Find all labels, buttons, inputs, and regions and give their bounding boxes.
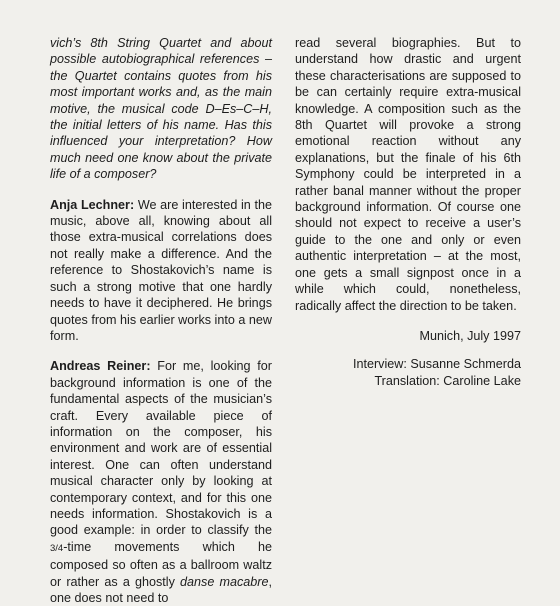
answer-text: We are interested in the music, above all, knowing about all those extra-musical correlations does not really make a difference. And the reference to Shostakovich’s name is such a strong motive that one hardly needs to have it deciphered. He brings quotes from his earlier works into a new form.: [50, 197, 272, 343]
right-column: [295, 35, 521, 389]
speaker-name: Andreas Reiner:: [50, 359, 151, 374]
italic-phrase: danse macabre: [180, 574, 269, 589]
answer-andreas-reiner: [50, 358, 272, 606]
answer-anja-lechner: [50, 197, 272, 345]
interview-credit: Interview: Susanne Schmerda: [352, 357, 521, 372]
interview-question: vich’s 8th String Quartet and about possible autobiographical references – the Quartet contains quotes from his most important works and, as the main motive, the musical code D–Es–C–H, the initial letters of his name. Has this influenced your interpretation? How much need one know about the private life of a composer?: [50, 36, 272, 182]
time-signature: 3/4: [50, 542, 64, 554]
answer-text: , one does not need to: [50, 574, 272, 605]
answer-text: For me, looking for background information is one of the fundamental aspects of the musician’s craft. Every available piece of information on the composer, his environment and work are of essential interest. One can often understand musical character only by looking at contemporary context, and for this one needs information. Shostakovich is a good example: in order to classify the: [50, 359, 272, 538]
answer-continuation: read several biographies. But to understand how drastic and urgent these characterisations are supposed to be can certainly require extra-musical knowledge. A composition such as the 8th Quartet will provoke a strong emotional reaction without any explanations, but the finale of his 6th Symphony could be interpreted in a rather banal manner without the proper background information. Of course one should not expect to receive a user’s guide to the one and only or even authentic interpretation – at the most, one gets a small signpost once in a while which could, nonetheless, radically affect the direction to be taken.: [295, 36, 521, 313]
translation-credit: Translation: Caroline Lake: [374, 373, 521, 388]
left-column: [50, 35, 272, 606]
speaker-name: Anja Lechner:: [50, 197, 135, 212]
credits: [295, 356, 521, 389]
place-date: Munich, July 1997: [419, 328, 521, 343]
answer-text: -time movements which he composed so often as a ballroom waltz or rather as a ghostly: [50, 539, 272, 589]
